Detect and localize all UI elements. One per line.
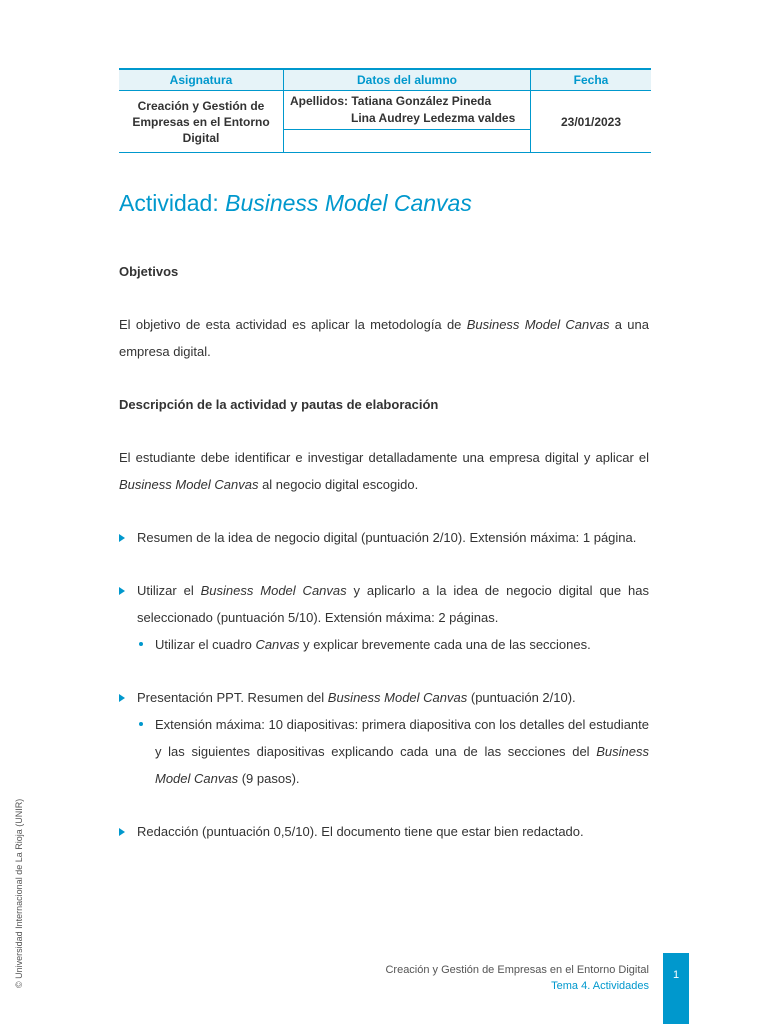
footer [385,962,649,994]
arrow-bullet-icon [119,587,125,595]
sub-list-item: Utilizar el cuadro Canvas y explicar brevemente cada una de las secciones. [119,631,649,658]
objectives-text: El objetivo de esta actividad es aplicar la metodología de Business Model Canvas a una empresa digital. [119,317,649,359]
arrow-bullet-icon [119,534,125,542]
objectives-heading: Objetivos [119,264,179,279]
col-header-subject: Asignatura [119,69,284,91]
copyright-side-text: © Universidad Internacional de La Rioja (UNIR) [14,798,24,988]
header-table [119,68,651,153]
dot-bullet-icon [139,722,143,726]
arrow-bullet-icon [119,828,125,836]
title-emphasis: Business Model Canvas [225,190,472,216]
footer-topic: Tema 4. Actividades [551,980,649,992]
title-prefix: Actividad: [119,190,226,216]
list-item: Presentación PPT. Resumen del Business Model Canvas (puntuación 2/10). [119,684,649,711]
list-item: Utilizar el Business Model Canvas y aplicarlo a la idea de negocio digital que has seleccionado (puntuación 5/10). Extensión máxima: 2 páginas. [119,577,649,631]
col-header-date: Fecha [531,69,652,91]
page-title [119,190,472,217]
student-cell [284,91,531,130]
footer-course: Creación y Gestión de Empresas en el Entorno Digital [385,964,649,976]
list-item: Redacción (puntuación 0,5/10). El documento tiene que estar bien redactado. [119,818,649,845]
list-item: Resumen de la idea de negocio digital (puntuación 2/10). Extensión máxima: 1 página. [119,524,649,551]
arrow-bullet-icon [119,694,125,702]
dot-bullet-icon [139,642,143,646]
empty-cell [284,130,531,153]
description-heading: Descripción de la actividad y pautas de elaboración [119,397,439,412]
subject-cell: Creación y Gestión de Empresas en el Entorno Digital [119,91,284,153]
student-name-1: Apellidos: Tatiana González Pineda [290,94,492,108]
sub-list-item: Extensión máxima: 10 diapositivas: primera diapositiva con los detalles del estudiante y las siguientes diapositivas explicando cada una de las secciones del Business Model Canvas (9 pasos). [119,711,649,792]
page-number: 1 [663,953,689,1024]
date-cell: 23/01/2023 [531,91,652,153]
description-text: El estudiante debe identificar e investigar detalladamente una empresa digital y aplicar el Business Model Canvas al negocio digital escogido. [119,450,649,492]
col-header-student: Datos del alumno [284,69,531,91]
student-name-2: Lina Audrey Ledezma valdes [351,111,516,125]
main-content [119,258,649,845]
